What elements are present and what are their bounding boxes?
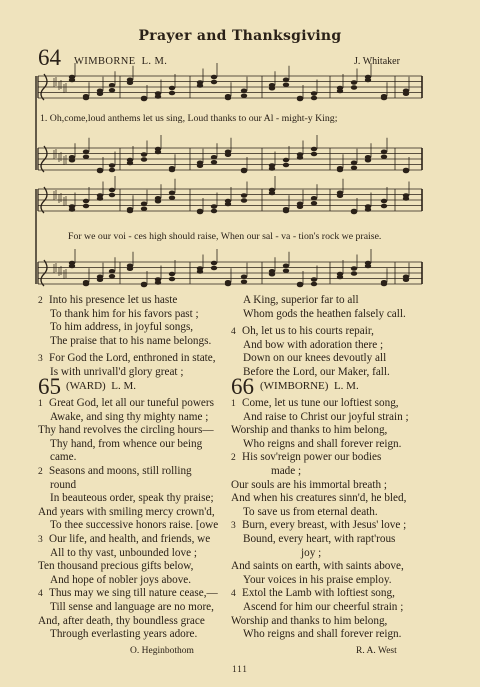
verse-line: Through everlasting years adore. [50, 628, 198, 641]
hymn-66-text [231, 397, 409, 642]
note-head [211, 155, 217, 160]
note-head [197, 163, 203, 168]
verse-line: round [50, 478, 77, 491]
note-head [241, 168, 247, 173]
verse-line: Our life, and health, and friends, we [49, 532, 211, 545]
note-head [311, 196, 317, 201]
note-head [283, 158, 289, 163]
meter: L. M. [111, 380, 136, 392]
hymn-65-text [38, 397, 218, 642]
note-head [127, 266, 133, 271]
hymn-65-author: O. Heginbothom [130, 646, 194, 656]
note-head [351, 85, 357, 90]
tune-name: (WARD) [66, 380, 106, 392]
verse-number: 2 [38, 466, 43, 477]
note-head [169, 86, 175, 91]
note-head [225, 202, 231, 207]
note-head [381, 282, 387, 287]
note-head [283, 163, 289, 168]
note-head [211, 75, 217, 80]
note-head [241, 274, 247, 279]
music-score [0, 0, 480, 300]
note-head [283, 209, 289, 214]
note-head [83, 149, 89, 154]
verse-line: To thee successive honors raise. [50, 519, 194, 532]
note-head [351, 165, 357, 170]
note-head [127, 80, 133, 85]
verse-line: [owe [195, 519, 219, 532]
verse-line: Who reigns and shall forever reign. [243, 437, 402, 450]
note-head [211, 266, 217, 271]
note-head [155, 94, 161, 99]
verse-line: Into his presence let us haste [49, 294, 178, 306]
verse-line: Come, let us tune our loftiest song, [242, 397, 399, 409]
note-head [365, 207, 371, 212]
verse-line: Awake, and sing thy mighty name ; [50, 410, 209, 423]
note-head [311, 282, 317, 287]
tune-name: (WIMBORNE) [260, 380, 329, 392]
note-head [197, 83, 203, 88]
note-head [241, 193, 247, 198]
verse-line: joy ; [301, 546, 322, 559]
note-head [337, 275, 343, 280]
note-head [241, 93, 247, 98]
verse-line: Whom gods the heathen falsely call. [243, 307, 406, 320]
verse-line: Down on our knees devoutly all [243, 352, 387, 365]
note-head [337, 193, 343, 198]
note-head [403, 91, 409, 96]
sharp-mark [54, 77, 56, 87]
verse-line: Worship and thanks to him belong, [231, 614, 388, 627]
note-head [69, 207, 75, 212]
note-head [403, 277, 409, 282]
verse-line: Seasons and moons, still rolling [49, 464, 192, 477]
note-head [211, 204, 217, 209]
page-number: 111 [232, 664, 248, 674]
note-head [109, 274, 115, 279]
verse-number: 1 [231, 399, 236, 409]
note-head [141, 157, 147, 162]
verse-line: Our souls are his immortal breath ; [231, 478, 387, 491]
note-head [241, 279, 247, 284]
note-head [109, 188, 115, 193]
note-head [269, 86, 275, 91]
note-head [109, 83, 115, 88]
note-head [97, 168, 103, 173]
hymn-64-verses-right [231, 294, 406, 380]
verse-number: 2 [38, 296, 43, 306]
verse-line: And raise to Christ our joyful strain ; [243, 410, 409, 423]
note-head [283, 77, 289, 82]
verse-line: Thus may we sing till nature cease,— [49, 587, 218, 600]
note-head [365, 78, 371, 83]
verse-line: And, after death, thy boundless grace [38, 614, 205, 627]
section-title: Prayer and Thanksgiving [138, 28, 342, 44]
note-head [169, 277, 175, 282]
note-head [155, 280, 161, 285]
note-head [269, 272, 275, 277]
verse-number: 3 [38, 354, 43, 365]
note-head [311, 201, 317, 206]
note-head [127, 209, 133, 214]
note-head [109, 163, 115, 168]
verse-number: 3 [38, 534, 43, 545]
verse-line: Thy hand, from whence our being [50, 437, 203, 450]
note-head [141, 206, 147, 211]
note-head [141, 152, 147, 157]
verse-line: To him address, in joyful songs, [50, 321, 194, 334]
verse-line: A King, superior far to all [243, 294, 359, 306]
verse-line: Thy hand revolves the circling hours— [38, 424, 214, 437]
verse-line: To thank him for his favors past ; [50, 307, 199, 320]
note-head [283, 263, 289, 268]
note-head [141, 201, 147, 206]
note-head [403, 196, 409, 201]
tune-name: WIMBORNE [74, 56, 136, 67]
note-head [311, 91, 317, 96]
note-head [365, 264, 371, 269]
note-head [241, 88, 247, 93]
verse-line: Till sense and language are no more, [50, 600, 214, 613]
note-head [127, 161, 133, 166]
verse-line: Ten thousand precious gifts below, [38, 560, 194, 573]
note-head [211, 160, 217, 165]
note-head [169, 195, 175, 200]
note-head [97, 196, 103, 201]
verse-line: And bow with adoration there ; [243, 338, 384, 351]
verse-line: Worship and thanks to him belong, [231, 424, 388, 437]
note-head [403, 168, 409, 173]
note-head [225, 152, 231, 157]
note-head [141, 96, 147, 101]
verse-line: Who reigns and shall forever reign. [243, 628, 402, 641]
note-head [225, 282, 231, 287]
note-head [97, 277, 103, 282]
verse-line: Before the Lord, our Maker, fall. [243, 365, 390, 378]
hymn-66-author: R. A. West [356, 646, 397, 656]
verse-line: came. [50, 451, 77, 464]
hymn-64-composer: J. Whitaker [354, 56, 400, 67]
note-head [381, 154, 387, 159]
note-head [211, 209, 217, 214]
note-head [83, 96, 89, 101]
note-head [297, 96, 303, 101]
note-head [297, 155, 303, 160]
note-head [337, 168, 343, 173]
note-head [225, 96, 231, 101]
hymn-64-lyric-line-2: For we our voi - ces high should raise, When our sal - va - tion's rock we praise. [68, 231, 382, 242]
verse-number: 1 [38, 399, 43, 409]
note-head [69, 158, 75, 163]
note-head [311, 96, 317, 101]
note-head [241, 198, 247, 203]
hymn-64-number: 64 [38, 45, 61, 70]
note-head [351, 160, 357, 165]
verse-line: Your voices in his praise employ. [243, 573, 392, 586]
verse-line: Oh, let us to his courts repair, [242, 325, 374, 338]
note-head [109, 193, 115, 198]
sharp-mark [64, 269, 66, 279]
sharp-mark [64, 196, 66, 206]
note-head [69, 78, 75, 83]
hymn-66-number: 66 [231, 374, 254, 399]
note-head [109, 168, 115, 173]
verse-line: Great God, let all our tuneful powers [49, 397, 214, 409]
note-head [97, 91, 103, 96]
note-head [197, 209, 203, 214]
verse-number: 2 [231, 453, 236, 464]
verse-line: And hope of nobler joys above. [50, 573, 192, 586]
verse-line: Bound, every heart, with rapt'rous [243, 532, 396, 545]
note-head [169, 272, 175, 277]
note-head [337, 89, 343, 94]
hymn-64-lyric-line-1: 1. Oh,come,loud anthems let us sing, Loud thanks to our Al - might-y King; [40, 113, 338, 124]
meter: L. M. [141, 56, 168, 67]
note-head [83, 154, 89, 159]
note-head [381, 149, 387, 154]
note-head [83, 199, 89, 204]
note-head [297, 282, 303, 287]
note-head [211, 80, 217, 85]
verse-line: Ascend for him our cheerful strain ; [243, 600, 404, 613]
sharp-mark [64, 83, 66, 93]
verse-line: And saints on earth, with saints above, [231, 560, 404, 573]
verse-number: 4 [231, 327, 236, 338]
verse-number: 3 [231, 521, 236, 532]
note-head [83, 204, 89, 209]
note-head [109, 88, 115, 93]
verse-line: And when his creatures sinn'd, he bled, [231, 492, 407, 505]
verse-line: His sov'reign power our bodies [242, 451, 382, 464]
note-head [109, 269, 115, 274]
verse-number: 4 [38, 589, 43, 600]
note-head [297, 204, 303, 209]
sharp-mark [54, 149, 56, 159]
hymn-66-header [260, 380, 359, 392]
verse-line: Extol the Lamb with loftiest song, [242, 587, 395, 600]
verse-line: For God the Lord, enthroned in state, [49, 352, 216, 365]
hymn-64-verses-left [38, 294, 216, 380]
note-head [283, 82, 289, 87]
note-head [197, 269, 203, 274]
sharp-mark [64, 155, 66, 165]
note-head [141, 282, 147, 287]
note-head [83, 282, 89, 287]
verse-line: Burn, every breast, with Jesus' love ; [242, 519, 407, 532]
note-head [381, 199, 387, 204]
verse-line: In beauteous order, speak thy praise; [50, 492, 214, 505]
note-head [351, 271, 357, 276]
note-head [351, 266, 357, 271]
note-head [69, 264, 75, 269]
note-head [311, 147, 317, 152]
note-head [155, 199, 161, 204]
note-head [365, 158, 371, 163]
note-head [351, 209, 357, 214]
sharp-mark [54, 190, 56, 200]
verse-line: All to thy vast, unbounded love ; [50, 546, 197, 559]
meter: L. M. [333, 380, 359, 392]
note-head [381, 96, 387, 101]
verse-number: 4 [231, 589, 236, 600]
verse-line: made ; [271, 464, 302, 477]
sharp-mark [54, 263, 56, 273]
note-head [311, 152, 317, 157]
verse-line: The praise that to his name belongs. [50, 334, 212, 347]
note-head [169, 190, 175, 195]
note-head [155, 150, 161, 155]
note-head [351, 80, 357, 85]
note-head [169, 168, 175, 173]
verse-line: Is with unrivall'd glory great ; [50, 365, 184, 378]
note-head [211, 261, 217, 266]
verse-line: And years with smiling mercy crown'd, [38, 505, 215, 518]
note-head [381, 204, 387, 209]
note-head [283, 268, 289, 273]
note-head [269, 166, 275, 171]
hymn-65-number: 65 [38, 374, 61, 399]
note-head [169, 91, 175, 96]
note-head [311, 277, 317, 282]
note-head [269, 191, 275, 196]
verse-line: To save us from eternal death. [243, 505, 378, 518]
hymn-65-header [66, 380, 136, 392]
